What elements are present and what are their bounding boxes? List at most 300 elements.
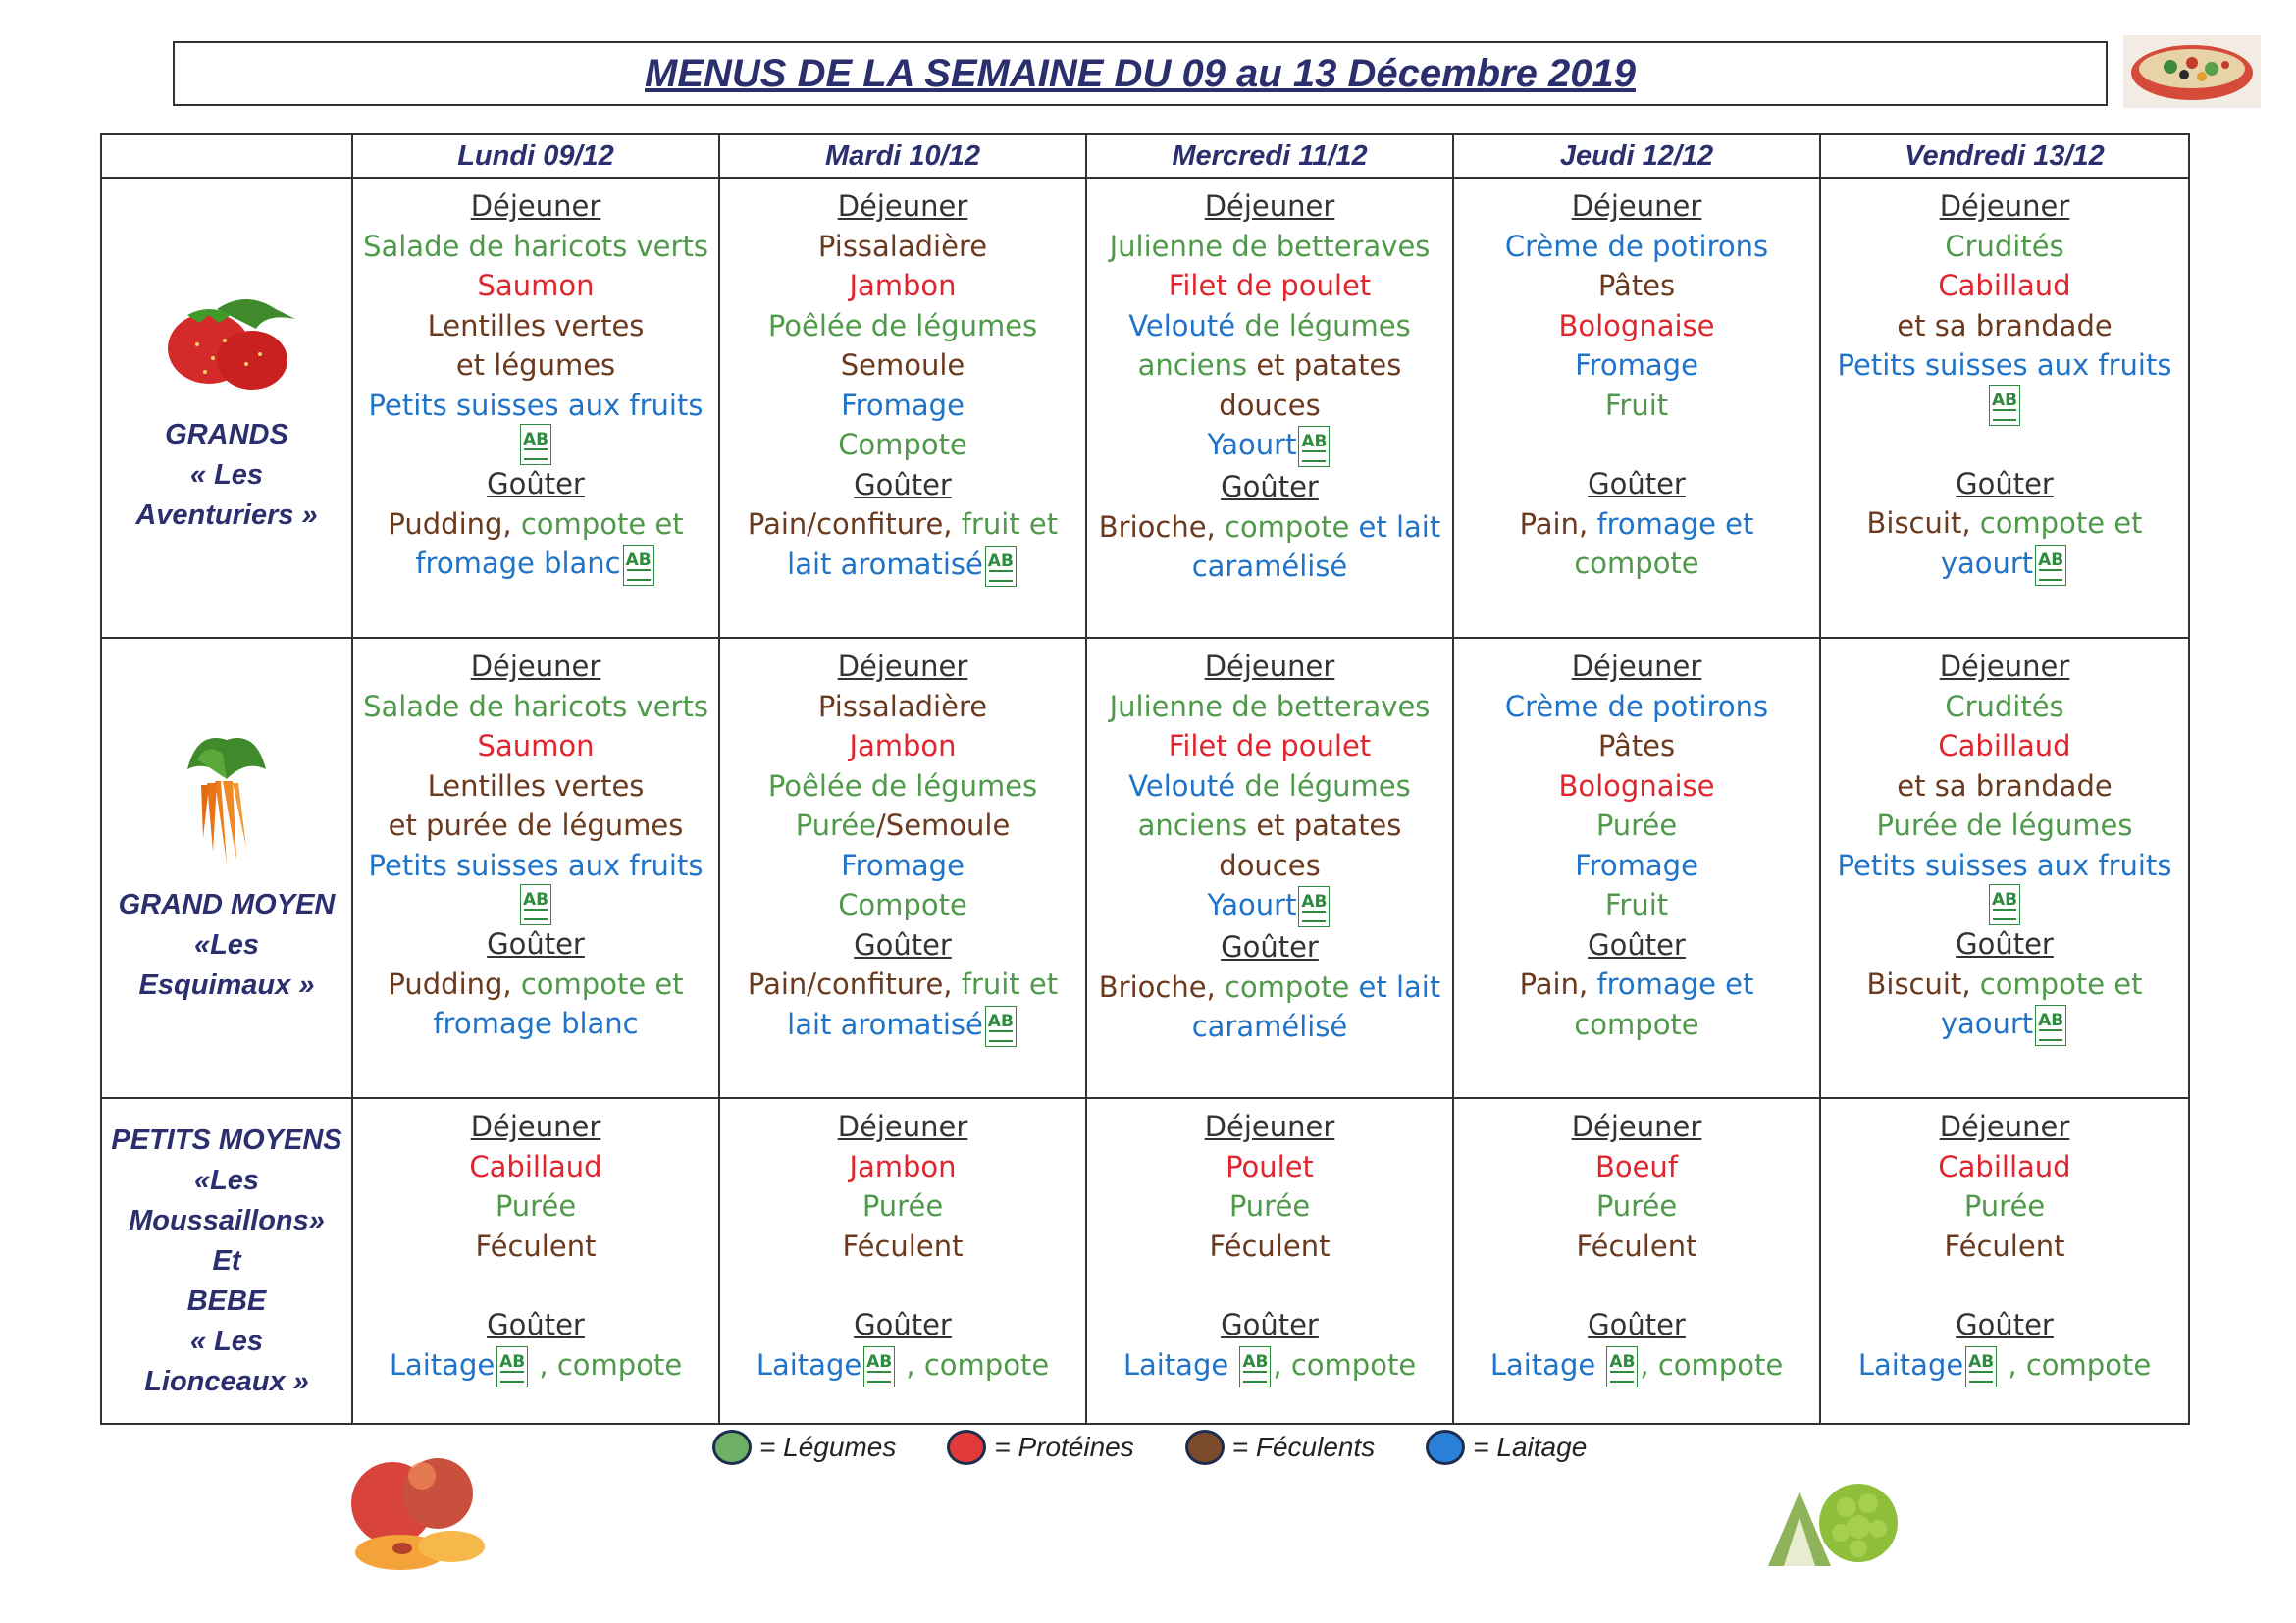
legend-label: = Féculents bbox=[1231, 1432, 1376, 1462]
menu-cell-content bbox=[1087, 1099, 1452, 1387]
menu-line bbox=[720, 1107, 1085, 1147]
ab-logo-lettering: AB bbox=[499, 1351, 526, 1372]
menu-item: Saumon bbox=[477, 729, 595, 763]
menu-cell-content bbox=[720, 179, 1085, 587]
menu-line bbox=[1454, 806, 1819, 846]
organic-ab-icon bbox=[1989, 385, 2020, 426]
menu-line bbox=[1454, 306, 1819, 346]
menu-line bbox=[720, 504, 1085, 545]
menu-line bbox=[1087, 885, 1452, 927]
menu-cell bbox=[1453, 638, 1820, 1098]
menu-line bbox=[1454, 544, 1819, 584]
menu-line bbox=[1454, 1227, 1819, 1267]
menu-line bbox=[1087, 507, 1452, 548]
menu-line bbox=[353, 965, 718, 1005]
menu-cell-content bbox=[720, 1099, 1085, 1387]
menu-line bbox=[720, 965, 1085, 1005]
legend-item-proteines bbox=[947, 1430, 1133, 1465]
menu-spacer bbox=[1087, 1266, 1452, 1305]
organic-label-row bbox=[353, 885, 718, 924]
menu-item: Pudding, bbox=[388, 967, 521, 1001]
organic-ab-icon bbox=[2035, 1005, 2066, 1046]
ab-logo-mark bbox=[989, 1030, 1013, 1042]
menu-line bbox=[1454, 386, 1819, 426]
menu-cell-content bbox=[720, 639, 1085, 1047]
menu-item: douces bbox=[1219, 848, 1321, 882]
menu-line bbox=[353, 766, 718, 807]
menu-line bbox=[353, 806, 718, 846]
menu-item: Brioche, bbox=[1098, 969, 1225, 1004]
menu-line bbox=[1454, 965, 1819, 1005]
menu-item: Velouté bbox=[1128, 768, 1245, 803]
ab-logo-mark bbox=[989, 570, 1013, 582]
menu-line bbox=[1454, 266, 1819, 306]
meal-heading: Déjeuner bbox=[1204, 189, 1335, 223]
menu-cell bbox=[1820, 1098, 2189, 1424]
menu-item: et sa brandade bbox=[1897, 768, 2113, 803]
menu-line bbox=[1821, 846, 2188, 886]
ab-logo-mark bbox=[2039, 569, 2062, 581]
menu-item: douces bbox=[1219, 388, 1321, 422]
menu-line bbox=[720, 885, 1085, 925]
organic-label-row bbox=[1821, 885, 2188, 924]
menu-cell-content bbox=[353, 179, 718, 586]
menu-line bbox=[353, 846, 718, 886]
legend-label: = Laitage bbox=[1473, 1432, 1588, 1462]
menu-item: Féculent bbox=[1209, 1229, 1331, 1263]
menu-item: Yaourt bbox=[1207, 428, 1297, 461]
menu-item: Salade de haricots verts bbox=[363, 229, 708, 263]
menu-line bbox=[1087, 1305, 1452, 1345]
menu-line bbox=[1087, 1147, 1452, 1187]
menu-line bbox=[1087, 1107, 1452, 1147]
menu-line bbox=[353, 647, 718, 687]
menu-cell bbox=[352, 1098, 719, 1424]
menu-line bbox=[1821, 1305, 2188, 1345]
menu-item: Féculent bbox=[1576, 1229, 1697, 1263]
menu-line bbox=[1454, 504, 1819, 545]
menu-cell-content bbox=[1087, 639, 1452, 1047]
meal-heading: Goûter bbox=[854, 467, 952, 501]
menu-spacer bbox=[1454, 1266, 1819, 1305]
ab-logo-mark bbox=[1969, 1371, 1993, 1383]
menu-spacer bbox=[353, 1266, 718, 1305]
menu-item: Féculent bbox=[1944, 1229, 2065, 1263]
menu-line bbox=[720, 1305, 1085, 1345]
menu-item: Fruit bbox=[1604, 888, 1669, 922]
peaches-image bbox=[324, 1446, 500, 1574]
menu-item: Lentilles vertes bbox=[427, 768, 645, 803]
group-label-cell bbox=[101, 1098, 352, 1424]
menu-item: Laitage bbox=[1489, 1347, 1605, 1382]
menu-line bbox=[353, 504, 718, 545]
ab-logo-lettering: AB bbox=[1242, 1351, 1269, 1372]
menu-line bbox=[1087, 927, 1452, 968]
menu-line bbox=[1454, 1147, 1819, 1187]
ab-logo-mark bbox=[1610, 1371, 1634, 1383]
menu-line bbox=[353, 1004, 718, 1044]
menu-item: compote bbox=[1225, 969, 1359, 1004]
menu-item: compote bbox=[1225, 509, 1359, 544]
menu-item: fruit et bbox=[961, 968, 1059, 1002]
menu-line bbox=[1087, 1186, 1452, 1227]
group-label-line: «Les bbox=[193, 929, 260, 962]
menu-item: Cabillaud bbox=[1938, 1149, 2071, 1183]
menu-item: Fromage bbox=[1575, 848, 1698, 882]
menu-line bbox=[720, 726, 1085, 766]
menu-line bbox=[1454, 186, 1819, 227]
menu-line bbox=[1087, 547, 1452, 587]
menu-item: et lait bbox=[1358, 969, 1441, 1004]
menu-cell bbox=[352, 638, 719, 1098]
menu-item: Poêlée de légumes bbox=[767, 768, 1038, 803]
meal-heading: Goûter bbox=[1221, 930, 1319, 965]
menu-line bbox=[1454, 227, 1819, 267]
menu-line bbox=[1454, 464, 1819, 504]
menu-item: Pissaladière bbox=[817, 689, 988, 723]
menu-item: Yaourt bbox=[1207, 888, 1297, 922]
ab-logo-lettering: AB bbox=[1301, 432, 1328, 451]
menu-line bbox=[1454, 885, 1819, 925]
group-label-line: « Les bbox=[189, 459, 264, 492]
menu-item: Purée bbox=[1595, 1189, 1678, 1224]
meal-heading: Goûter bbox=[1956, 466, 2054, 500]
menu-line bbox=[720, 846, 1085, 886]
menu-item: Purée bbox=[795, 809, 877, 843]
ab-logo-lettering: AB bbox=[2038, 550, 2064, 570]
ab-logo-mark bbox=[2039, 1029, 2062, 1041]
menu-item: et patates bbox=[1256, 348, 1402, 382]
menu-line bbox=[1087, 846, 1452, 886]
menu-line bbox=[1087, 766, 1452, 807]
menu-line bbox=[353, 924, 718, 965]
menu-line bbox=[1454, 925, 1819, 966]
group-label-line: « Les bbox=[189, 1325, 264, 1357]
menu-cell bbox=[1453, 178, 1820, 638]
menu-line bbox=[1821, 1227, 2188, 1267]
menu-line bbox=[1087, 186, 1452, 227]
menu-cell-content bbox=[1821, 1099, 2188, 1387]
menu-cell bbox=[719, 178, 1086, 638]
salad-bowl-image bbox=[2123, 35, 2261, 108]
menu-item: Poêlée de légumes bbox=[767, 308, 1038, 342]
menu-cell-content bbox=[1821, 639, 2188, 1046]
menu-cell bbox=[1086, 178, 1453, 638]
menu-line bbox=[1087, 467, 1452, 507]
menu-line bbox=[720, 1147, 1085, 1187]
menu-item: Lentilles vertes bbox=[427, 308, 645, 342]
legend-dot-proteines bbox=[947, 1430, 986, 1465]
group-label-line: Et bbox=[212, 1244, 241, 1277]
menu-line bbox=[1454, 1345, 1819, 1387]
menu-item: Cabillaud bbox=[1938, 269, 2071, 302]
menu-line bbox=[1454, 647, 1819, 687]
organic-ab-icon bbox=[1239, 1346, 1271, 1387]
ab-logo-mark bbox=[627, 569, 651, 581]
group-label-line: BEBE bbox=[186, 1284, 267, 1317]
menu-item: fromage et bbox=[1596, 968, 1754, 1002]
menu-line bbox=[1454, 726, 1819, 766]
meal-heading: Déjeuner bbox=[470, 189, 601, 223]
menu-cell-content bbox=[1454, 179, 1819, 584]
menu-line bbox=[1087, 968, 1452, 1008]
menu-item: Purée bbox=[1963, 1189, 2046, 1224]
menu-item: Pain/confiture, bbox=[747, 968, 962, 1002]
organic-ab-icon bbox=[985, 546, 1017, 587]
meal-heading: Goûter bbox=[1588, 467, 1686, 500]
menu-item: Velouté bbox=[1128, 308, 1245, 342]
menu-item: Biscuit, bbox=[1866, 967, 1980, 1001]
menu-line bbox=[720, 1227, 1085, 1267]
meal-heading: Goûter bbox=[1956, 927, 2054, 962]
group-row bbox=[101, 1098, 2189, 1424]
ab-logo-mark bbox=[1993, 409, 2016, 421]
group-label-line: PETITS MOYENS bbox=[111, 1124, 342, 1156]
ab-logo-lettering: AB bbox=[866, 1351, 893, 1372]
header-row bbox=[101, 134, 2189, 178]
menu-line bbox=[353, 1227, 718, 1267]
menu-item: fromage blanc bbox=[433, 1007, 639, 1041]
group-label-line: «Les bbox=[193, 1164, 260, 1196]
group-label-line: GRANDS bbox=[165, 419, 288, 451]
menu-item: yaourt bbox=[1940, 1007, 2034, 1041]
ab-logo-mark bbox=[524, 909, 548, 920]
menu-line bbox=[1821, 647, 2188, 687]
menu-line bbox=[1454, 687, 1819, 727]
organic-ab-icon bbox=[520, 424, 551, 465]
menu-line bbox=[720, 186, 1085, 227]
meal-heading: Goûter bbox=[487, 1308, 585, 1342]
menu-item: yaourt bbox=[1940, 546, 2034, 580]
menu-cell bbox=[719, 1098, 1086, 1424]
day-header: Lundi 09/12 bbox=[352, 134, 719, 178]
menu-line bbox=[1821, 227, 2188, 267]
menu-item: compote et bbox=[1979, 506, 2143, 540]
menu-line bbox=[720, 545, 1085, 587]
menu-item: Petits suisses aux fruits bbox=[1837, 348, 2172, 382]
organic-ab-icon bbox=[1298, 426, 1330, 467]
ab-logo-lettering: AB bbox=[2038, 1011, 2064, 1031]
menu-line bbox=[720, 687, 1085, 727]
menu-item: et lait bbox=[1358, 509, 1441, 544]
organic-label-row bbox=[353, 425, 718, 464]
menu-item: et sa brandade bbox=[1897, 308, 2113, 342]
group-label-line: Esquimaux » bbox=[138, 969, 315, 1002]
organic-ab-icon bbox=[520, 884, 551, 925]
ab-logo-mark bbox=[1243, 1371, 1267, 1383]
menu-line bbox=[720, 227, 1085, 267]
menu-cell bbox=[719, 638, 1086, 1098]
meal-heading: Déjeuner bbox=[470, 650, 601, 684]
organic-ab-icon bbox=[1606, 1346, 1638, 1387]
menu-item: Crème de potirons bbox=[1504, 689, 1769, 723]
menu-item: Petits suisses aux fruits bbox=[368, 848, 704, 882]
ab-logo-lettering: AB bbox=[625, 550, 652, 570]
meal-heading: Goûter bbox=[1588, 927, 1686, 962]
menu-line bbox=[720, 306, 1085, 346]
menu-line bbox=[353, 227, 718, 267]
menu-item: Cabillaud bbox=[469, 1149, 602, 1183]
menu-line bbox=[720, 766, 1085, 807]
ab-logo-lettering: AB bbox=[987, 1011, 1014, 1031]
organic-ab-icon bbox=[623, 545, 654, 586]
menu-line bbox=[353, 266, 718, 306]
menu-line bbox=[720, 647, 1085, 687]
menu-item: /Semoule bbox=[876, 809, 1011, 843]
menu-item: caramélisé bbox=[1191, 550, 1348, 583]
page-title: MENUS DE LA SEMAINE DU 09 au 13 Décembre 2019 bbox=[645, 51, 1636, 95]
menu-cell-content bbox=[1454, 639, 1819, 1044]
menu-item: fruit et bbox=[961, 507, 1059, 541]
legend-item-laitage bbox=[1426, 1430, 1587, 1465]
group-row bbox=[101, 638, 2189, 1098]
menu-cell bbox=[1820, 178, 2189, 638]
menu-line bbox=[1087, 425, 1452, 467]
menu-line bbox=[1821, 1186, 2188, 1227]
ab-logo-lettering: AB bbox=[1991, 390, 2018, 410]
menu-item: fromage et bbox=[1596, 506, 1754, 541]
menu-line bbox=[353, 687, 718, 727]
menu-cell bbox=[1086, 638, 1453, 1098]
menu-item: Jambon bbox=[849, 269, 957, 302]
menu-item: Compote bbox=[838, 428, 967, 461]
group-label-line: GRAND MOYEN bbox=[118, 889, 336, 921]
menu-line bbox=[1821, 806, 2188, 846]
menu-line bbox=[1821, 726, 2188, 766]
menu-item: Pain, bbox=[1519, 968, 1597, 1002]
menu-line bbox=[1087, 266, 1452, 306]
ab-logo-lettering: AB bbox=[1968, 1351, 1995, 1372]
menu-line bbox=[1821, 345, 2188, 386]
menu-item: Laitage bbox=[389, 1347, 496, 1382]
meal-heading: Déjeuner bbox=[1204, 1110, 1335, 1144]
ab-logo-mark bbox=[867, 1371, 891, 1383]
menu-item: Purée bbox=[1228, 1189, 1311, 1224]
menu-line bbox=[1821, 266, 2188, 306]
menu-item: Brioche, bbox=[1098, 509, 1225, 544]
day-header: Vendredi 13/12 bbox=[1820, 134, 2189, 178]
menu-line bbox=[353, 186, 718, 227]
legend-label: = Légumes bbox=[759, 1432, 897, 1462]
menu-line bbox=[720, 425, 1085, 465]
menu-line bbox=[1821, 924, 2188, 965]
meal-heading: Goûter bbox=[1221, 470, 1319, 503]
organic-ab-icon bbox=[1965, 1346, 1997, 1387]
organic-ab-icon bbox=[863, 1346, 895, 1387]
menu-cell bbox=[1820, 638, 2189, 1098]
menu-item: compote et bbox=[1979, 967, 2143, 1001]
meal-heading: Déjeuner bbox=[837, 1110, 968, 1144]
menu-item: Poulet bbox=[1226, 1149, 1314, 1183]
menu-item: Bolognaise bbox=[1558, 308, 1715, 342]
menu-item: Filet de poulet bbox=[1168, 729, 1372, 763]
menu-line bbox=[353, 1345, 718, 1387]
menu-item: Pâtes bbox=[1597, 729, 1676, 763]
corner-cell bbox=[101, 134, 352, 178]
menu-item: Purée bbox=[495, 1189, 577, 1224]
menu-line bbox=[1087, 726, 1452, 766]
menu-item: , compote bbox=[897, 1347, 1050, 1382]
group-label-line: Moussaillons» bbox=[129, 1204, 325, 1236]
menu-item: Pain/confiture, bbox=[747, 507, 962, 541]
menu-item: de légumes bbox=[1244, 768, 1411, 803]
ab-logo-mark bbox=[1302, 911, 1326, 922]
meal-heading: Goûter bbox=[1221, 1308, 1319, 1342]
menu-item: Purée de légumes bbox=[1876, 809, 2133, 843]
menu-line bbox=[1821, 1147, 2188, 1187]
menu-line bbox=[1454, 846, 1819, 886]
menu-item: Fromage bbox=[841, 388, 965, 422]
menu-cell bbox=[1453, 1098, 1820, 1424]
menu-line bbox=[353, 1147, 718, 1187]
menu-line bbox=[1087, 687, 1452, 727]
menu-item: Pâtes bbox=[1597, 269, 1676, 302]
menu-item: et patates bbox=[1256, 809, 1402, 843]
menu-line bbox=[1087, 1227, 1452, 1267]
group-label-line: Aventuriers » bbox=[135, 499, 318, 532]
menu-item: compote et bbox=[520, 967, 684, 1001]
menu-line bbox=[353, 306, 718, 346]
organic-ab-icon bbox=[1298, 886, 1330, 927]
menu-item: compote bbox=[1574, 547, 1699, 580]
meal-heading: Déjeuner bbox=[1939, 650, 2070, 684]
romanesco-image bbox=[1748, 1458, 1905, 1576]
menu-item: lait aromatisé bbox=[787, 547, 983, 581]
menu-line bbox=[1087, 647, 1452, 687]
menu-line bbox=[720, 925, 1085, 966]
legend-item-feculents bbox=[1185, 1430, 1376, 1465]
menu-line bbox=[1821, 186, 2188, 227]
meal-heading: Déjeuner bbox=[837, 189, 968, 223]
ab-logo-mark bbox=[500, 1371, 524, 1383]
menu-item: Purée bbox=[1595, 809, 1678, 843]
menu-line bbox=[1821, 965, 2188, 1005]
menu-item: , compote bbox=[1273, 1347, 1417, 1382]
menu-cell bbox=[352, 178, 719, 638]
menu-line bbox=[720, 266, 1085, 306]
menu-item: Semoule bbox=[840, 348, 965, 382]
menu-item: compote et bbox=[520, 506, 684, 541]
menu-item: Julienne de betteraves bbox=[1109, 229, 1431, 263]
legend-item-legumes bbox=[712, 1430, 896, 1465]
menu-line bbox=[353, 1186, 718, 1227]
menu-item: Laitage bbox=[756, 1347, 862, 1382]
menu-line bbox=[1821, 544, 2188, 586]
menu-spacer bbox=[1821, 425, 2188, 464]
meal-heading: Déjeuner bbox=[1571, 1110, 1702, 1144]
menu-spacer bbox=[1821, 1266, 2188, 1305]
menu-item: Jambon bbox=[849, 1149, 957, 1183]
menu-item: anciens bbox=[1137, 348, 1257, 382]
menu-cell-content bbox=[1821, 179, 2188, 586]
menu-line bbox=[1821, 687, 2188, 727]
menu-line bbox=[1454, 1005, 1819, 1045]
meal-heading: Goûter bbox=[854, 1308, 952, 1342]
menu-item: anciens bbox=[1137, 809, 1257, 843]
meal-heading: Goûter bbox=[854, 927, 952, 962]
menu-line bbox=[1821, 766, 2188, 807]
meal-heading: Déjeuner bbox=[1571, 650, 1702, 684]
title-box bbox=[173, 41, 2108, 106]
menu-line bbox=[720, 1345, 1085, 1387]
menu-item: Cabillaud bbox=[1938, 729, 2071, 763]
menu-item: lait aromatisé bbox=[787, 1007, 983, 1041]
group-label-cell bbox=[101, 638, 352, 1098]
menu-item: Pain, bbox=[1519, 506, 1597, 541]
menu-item: Pudding, bbox=[388, 506, 521, 541]
ab-logo-lettering: AB bbox=[522, 890, 549, 911]
menu-line bbox=[1087, 806, 1452, 846]
